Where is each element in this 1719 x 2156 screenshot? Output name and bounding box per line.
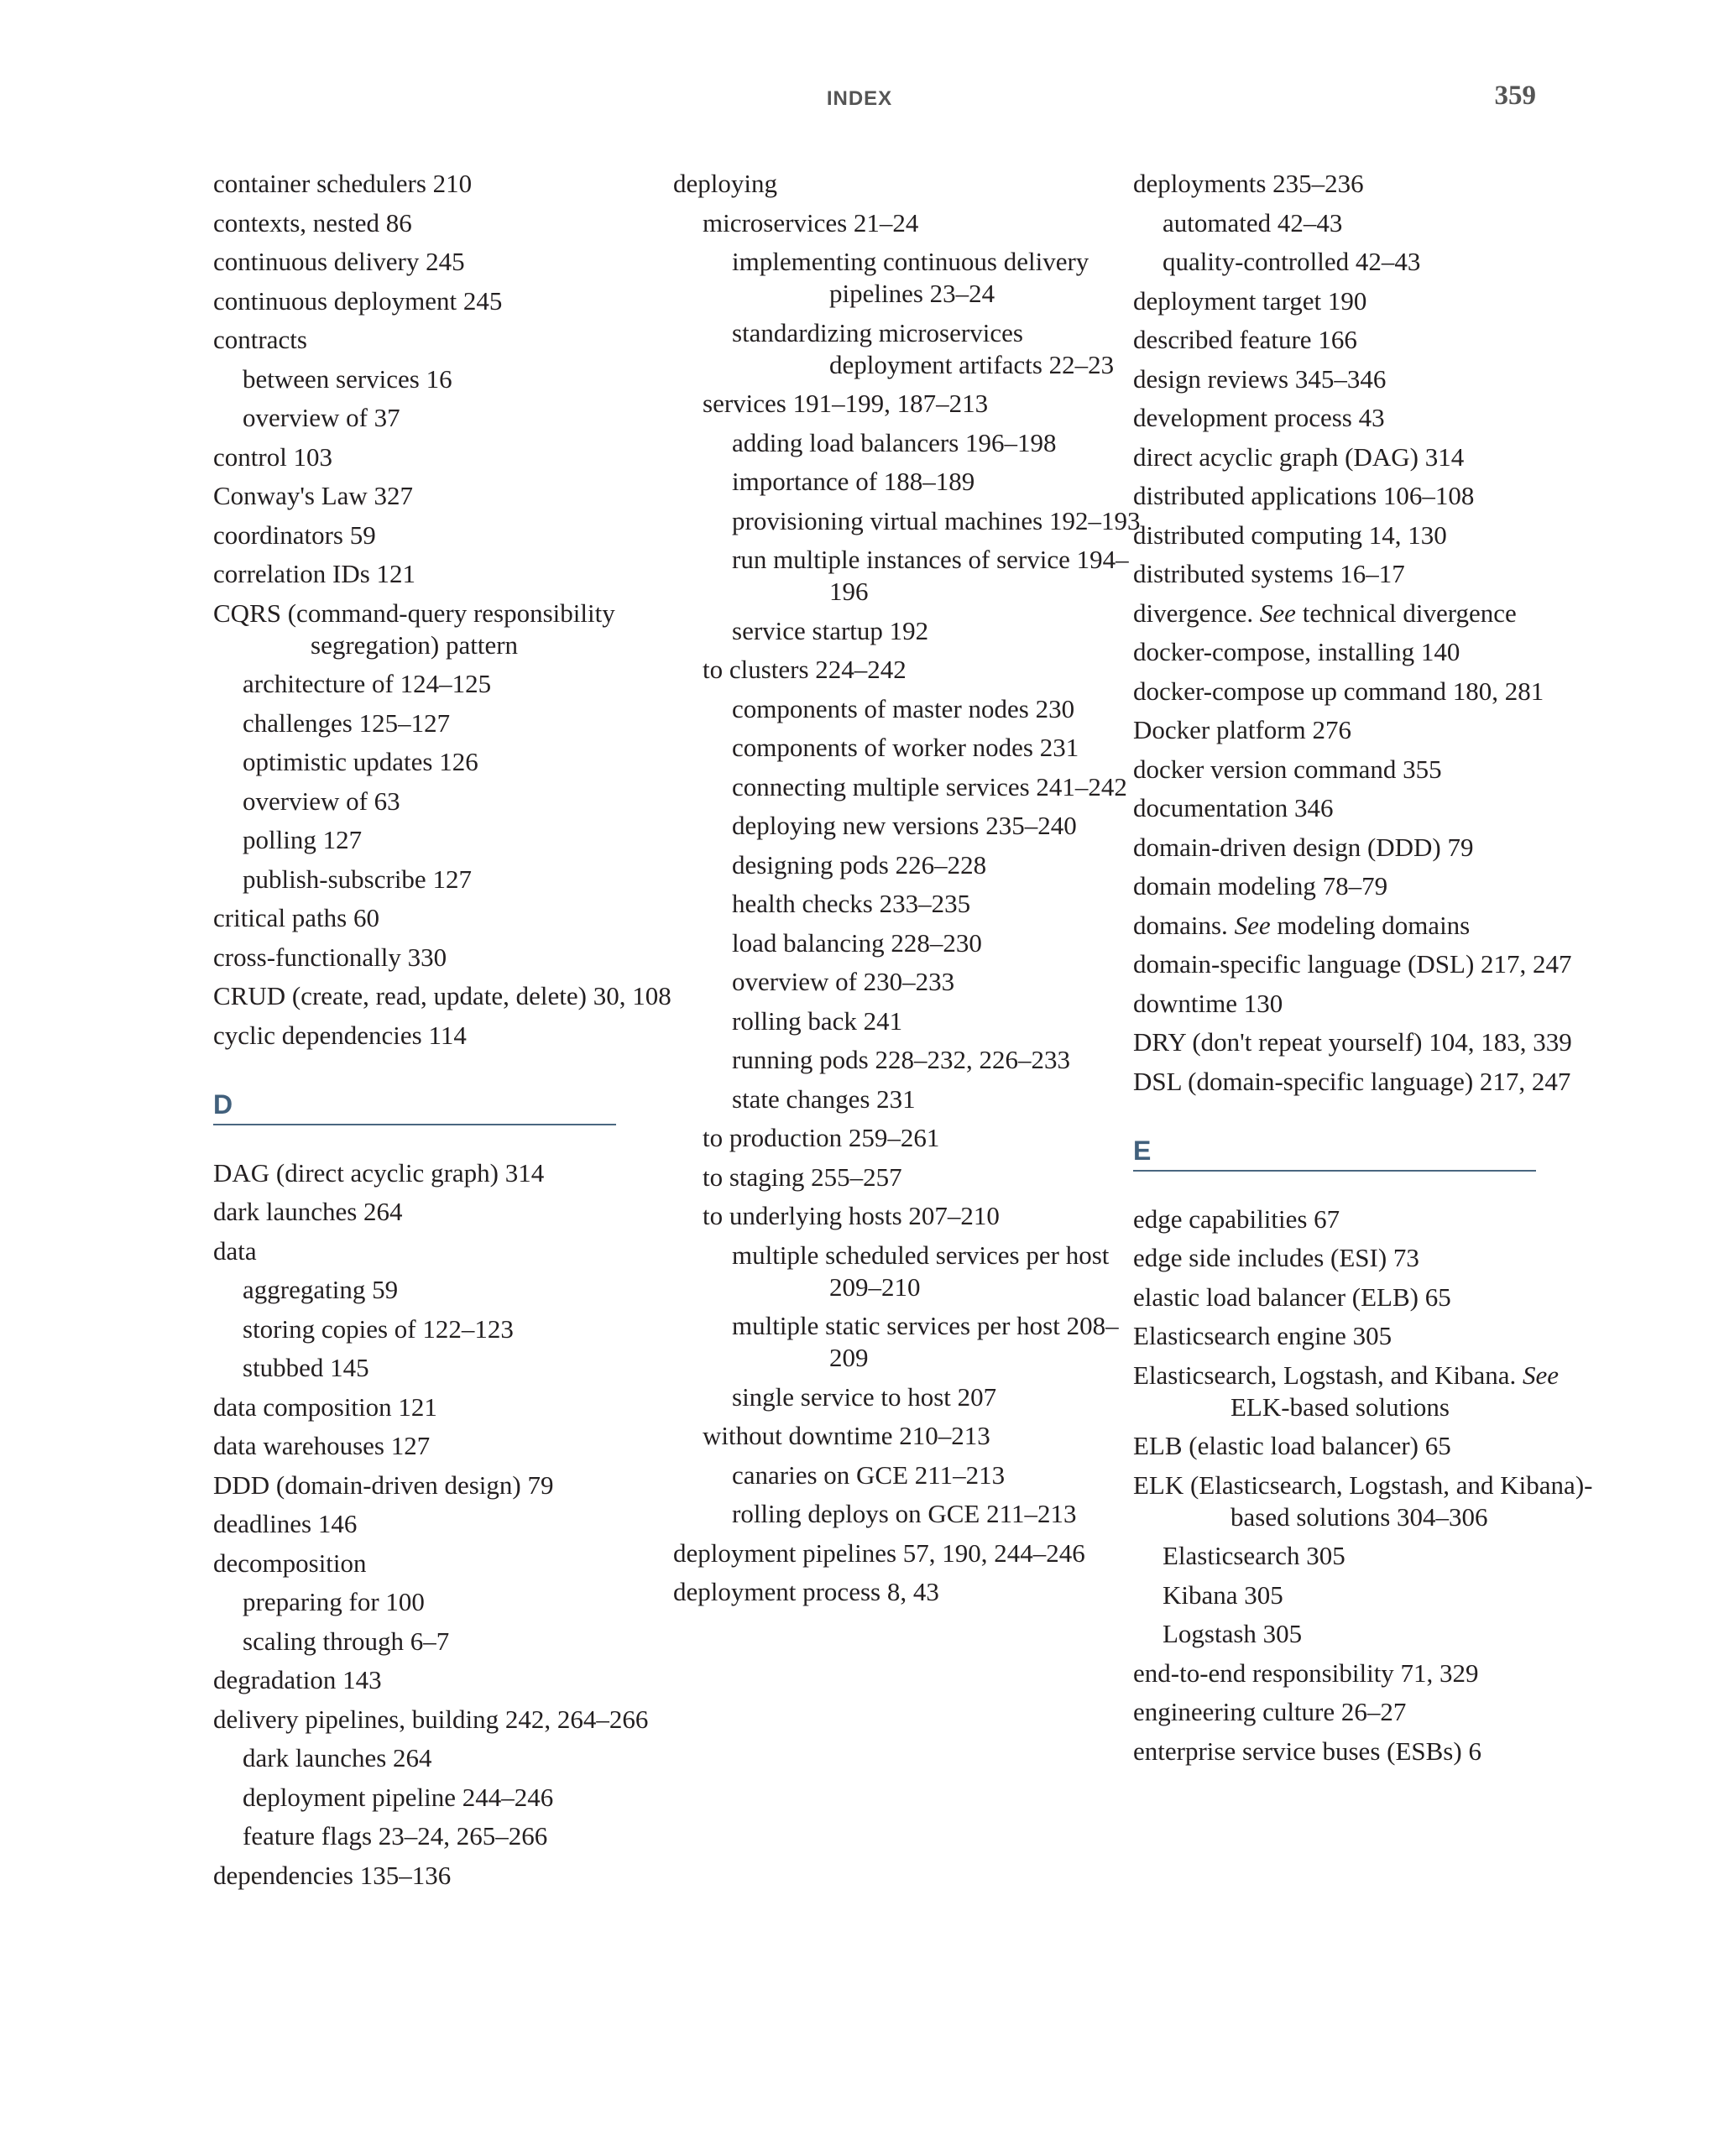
index-subentry: polling 127	[243, 825, 363, 854]
index-entry: elastic load balancer (ELB) 65	[1133, 1282, 1451, 1312]
index-entry: data	[213, 1235, 257, 1266]
index-entry: deployments 235–236	[1133, 169, 1364, 198]
index-subentry: provisioning virtual machines 192–193	[732, 505, 1141, 535]
index-entry: deploying	[673, 169, 777, 198]
index-subentry: multiple scheduled services per host 209–210	[732, 1240, 1110, 1302]
index-entry: enterprise service buses (ESBs) 6	[1133, 1736, 1481, 1766]
index-entry: documentation 346	[1133, 793, 1334, 822]
index-entry: deployment target 190	[1133, 285, 1367, 316]
index-subentry: Kibana 305	[1163, 1579, 1283, 1610]
index-column-2	[673, 168, 1143, 1616]
index-entry: engineering culture 26–27	[1133, 1697, 1407, 1726]
index-entry: continuous delivery 245	[213, 247, 465, 276]
index-subentry: overview of 230–233	[732, 967, 955, 996]
index-entry: Conway's Law 327	[213, 481, 414, 510]
index-subentry: scaling through 6–7	[243, 1626, 450, 1656]
index-subentry: to production 259–261	[703, 1123, 940, 1152]
index-entry: correlation IDs 121	[213, 559, 416, 588]
index-entry: coordinators 59	[213, 519, 376, 550]
index-entry: DRY (don't repeat yourself) 104, 183, 339	[1133, 1027, 1572, 1057]
index-entry: Docker platform 276	[1133, 715, 1351, 744]
index-subentry: adding load balancers 196–198	[732, 427, 1057, 457]
index-subentry: services 191–199, 187–213	[703, 389, 989, 418]
index-subentry: microservices 21–24	[703, 207, 919, 238]
index-entry: docker-compose, installing 140	[1133, 637, 1460, 666]
index-subentry: deployment pipeline 244–246	[243, 1782, 554, 1812]
index-subentry: quality-controlled 42–43	[1163, 247, 1421, 276]
index-entry: contexts, nested 86	[213, 207, 412, 238]
index-entry: development process 43	[1133, 403, 1385, 432]
index-entry: edge capabilities 67	[1133, 1203, 1340, 1234]
see-target: ELK-based solutions	[1230, 1391, 1450, 1422]
index-subentry: service startup 192	[732, 615, 929, 645]
index-subentry: running pods 228–232, 226–233	[732, 1045, 1070, 1074]
index-subentry: challenges 125–127	[243, 707, 451, 738]
index-entry: direct acyclic graph (DAG) 314	[1133, 441, 1465, 472]
entry-text: Elasticsearch, Logstash, and Kibana.	[1133, 1360, 1523, 1390]
running-header: INDEX	[826, 87, 893, 110]
index-entry: domain modeling 78–79	[1133, 871, 1388, 901]
index-entry: dark launches 264	[213, 1197, 403, 1226]
index-entry: dependencies 135–136	[213, 1860, 452, 1890]
index-subentry: architecture of 124–125	[243, 669, 492, 698]
index-entry	[1133, 910, 1603, 942]
index-subentry: Elasticsearch 305	[1163, 1541, 1345, 1570]
index-entry: described feature 166	[1133, 325, 1357, 354]
index-subentry: stubbed 145	[243, 1353, 369, 1382]
index-entry: contracts	[213, 325, 307, 354]
index-subentry: run multiple instances of service 194–196	[732, 545, 1129, 606]
index-entry: CQRS (command-query responsibility segregation) pattern	[213, 598, 615, 660]
index-entry: decomposition	[213, 1548, 367, 1578]
index-entry: degradation 143	[213, 1665, 382, 1694]
page-number: 359	[1494, 81, 1536, 111]
index-entry: control 103	[213, 441, 333, 472]
index-entry: distributed systems 16–17	[1133, 559, 1405, 588]
index-subentry: single service to host 207	[732, 1381, 997, 1412]
index-entry: domain-driven design (DDD) 79	[1133, 832, 1474, 862]
index-subentry: dark launches 264	[243, 1743, 432, 1772]
index-subentry: components of master nodes 230	[732, 693, 1075, 723]
index-subentry: optimistic updates 126	[243, 747, 478, 776]
index-subentry: publish-subscribe 127	[243, 864, 472, 894]
index-subentry: aggregating 59	[243, 1275, 399, 1304]
index-entry: deployment pipelines 57, 190, 244–246	[673, 1537, 1085, 1568]
index-entry: CRUD (create, read, update, delete) 30, 108	[213, 981, 671, 1010]
index-subentry: deploying new versions 235–240	[732, 811, 1077, 840]
index-subentry: importance of 188–189	[732, 467, 975, 496]
index-entry: data warehouses 127	[213, 1431, 431, 1460]
index-subentry: preparing for 100	[243, 1587, 425, 1616]
section-heading: E	[1133, 1136, 1536, 1172]
index-entry: DSL (domain-specific language) 217, 247	[1133, 1066, 1571, 1096]
index-entry: container schedulers 210	[213, 169, 473, 198]
index-subentry: connecting multiple services 241–242	[732, 771, 1127, 801]
index-subentry: without downtime 210–213	[703, 1421, 990, 1450]
index-subentry: rolling deploys on GCE 211–213	[732, 1499, 1077, 1528]
index-subentry: multiple static services per host 208–209	[732, 1311, 1119, 1372]
index-subentry: rolling back 241	[732, 1005, 903, 1036]
index-entry: delivery pipelines, building 242, 264–266	[213, 1704, 649, 1734]
index-subentry: designing pods 226–228	[732, 849, 987, 880]
section-heading: D	[213, 1090, 616, 1125]
index-entry: edge side includes (ESI) 73	[1133, 1243, 1419, 1272]
index-entry: downtime 130	[1133, 988, 1283, 1018]
index-subentry: state changes 231	[732, 1083, 916, 1114]
see-reference: See	[1259, 598, 1296, 628]
index-entry: critical paths 60	[213, 903, 379, 932]
index-entry: continuous deployment 245	[213, 285, 503, 316]
index-entry: domain-specific language (DSL) 217, 247	[1133, 949, 1572, 979]
index-subentry: between services 16	[243, 363, 452, 394]
index-subentry: canaries on GCE 211–213	[732, 1459, 1006, 1490]
index-entry: Elasticsearch engine 305	[1133, 1321, 1392, 1350]
index-subentry: automated 42–43	[1163, 207, 1343, 238]
index-entry: cyclic dependencies 114	[213, 1020, 467, 1050]
see-target: modeling domains	[1270, 910, 1471, 940]
index-column-1	[213, 168, 683, 1898]
index-entry: distributed applications 106–108	[1133, 481, 1475, 510]
see-reference: See	[1234, 910, 1271, 940]
index-subentry: to clusters 224–242	[703, 655, 907, 684]
index-subentry: overview of 37	[243, 403, 400, 432]
index-subentry: to staging 255–257	[703, 1162, 902, 1192]
index-entry: DDD (domain-driven design) 79	[213, 1470, 554, 1500]
entry-text: domains.	[1133, 910, 1235, 940]
index-subentry: components of worker nodes 231	[732, 733, 1079, 762]
index-subentry: storing copies of 122–123	[243, 1313, 514, 1344]
index-subentry: load balancing 228–230	[732, 927, 982, 958]
index-subentry: feature flags 23–24, 265–266	[243, 1821, 548, 1851]
index-entry: distributed computing 14, 130	[1133, 519, 1447, 550]
index-entry: ELK (Elasticsearch, Logstash, and Kibana)-based solutions 304–306	[1133, 1470, 1593, 1532]
index-entry: docker version command 355	[1133, 754, 1442, 784]
index-subentry: implementing continuous delivery pipelines 23–24	[732, 247, 1089, 308]
index-subentry: standardizing microservices deployment artifacts 22–23	[732, 317, 1115, 379]
index-entry	[1133, 598, 1603, 629]
index-entry: DAG (direct acyclic graph) 314	[213, 1157, 545, 1188]
index-entry: deadlines 146	[213, 1509, 358, 1538]
index-entry: ELB (elastic load balancer) 65	[1133, 1431, 1451, 1460]
index-subentry: overview of 63	[243, 786, 400, 816]
entry-text: divergence.	[1133, 598, 1260, 628]
see-target: technical divergence	[1295, 598, 1517, 628]
index-subentry: Logstash 305	[1163, 1619, 1303, 1648]
index-entry	[1133, 1360, 1603, 1423]
index-entry: end-to-end responsibility 71, 329	[1133, 1657, 1479, 1688]
index-entry: deployment process 8, 43	[673, 1577, 939, 1606]
index-entry: cross-functionally 330	[213, 942, 447, 972]
index-entry: design reviews 345–346	[1133, 363, 1387, 394]
index-entry: docker-compose up command 180, 281	[1133, 676, 1544, 706]
index-subentry: health checks 233–235	[732, 889, 971, 918]
index-subentry: to underlying hosts 207–210	[703, 1201, 1000, 1230]
index-entry: data composition 121	[213, 1391, 437, 1422]
index-column-3	[1133, 168, 1603, 1774]
see-reference: See	[1523, 1360, 1560, 1390]
